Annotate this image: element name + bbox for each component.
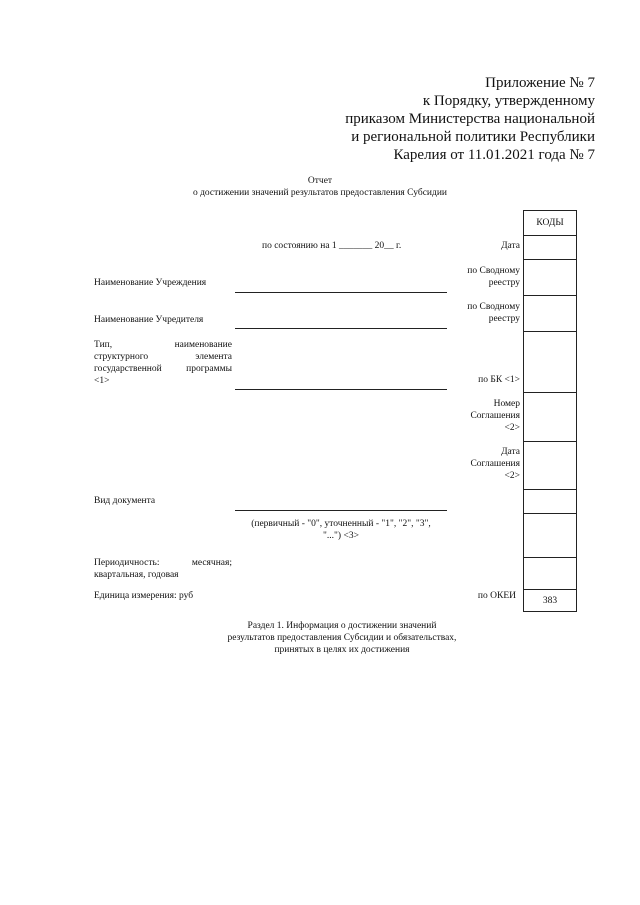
founder-label: Наименование Учредителя — [94, 315, 204, 325]
code-okei: 383 — [524, 589, 576, 611]
periodicity-l1a: Периодичность: — [94, 558, 160, 568]
agreement-date-label-1: Дата — [501, 447, 520, 457]
program-type-field-line[interactable] — [235, 389, 447, 390]
program-type-l2a: структурного — [94, 352, 149, 362]
appendix-title: Приложение № 7 — [485, 75, 595, 91]
appendix-line-5: Карелия от 11.01.2021 года № 7 — [393, 147, 595, 163]
as-of-date: по состоянию на 1 _______ 20__ г. — [262, 241, 402, 251]
institution-code-label-1: по Сводному — [467, 266, 520, 276]
code-agreement-number — [524, 392, 576, 441]
founder-code-label-1: по Сводному — [467, 302, 520, 312]
doc-type-label: Вид документа — [94, 496, 156, 506]
okei-code-label: по ОКЕИ — [477, 591, 516, 601]
periodicity-l2: квартальная, годовая — [94, 570, 179, 580]
program-type-l1a: Тип, — [94, 340, 113, 350]
appendix-line-2: к Порядку, утвержденному — [422, 93, 595, 109]
appendix-line-3: приказом Министерства национальной — [345, 111, 595, 127]
section-title-line-2: результатов предоставления Субсидии и обязательствах, — [227, 633, 457, 643]
codes-header: КОДЫ — [536, 218, 564, 228]
agreement-number-label-2: Соглашения — [470, 411, 520, 421]
program-type-l4: <1> — [94, 376, 110, 386]
unit-label: Единица измерения: руб — [94, 591, 194, 601]
section-title: Раздел 1. Информация о достижении значений — [247, 621, 437, 631]
program-bk-code-label: по БК <1> — [478, 375, 520, 385]
doc-type-field-line[interactable] — [235, 510, 447, 511]
code-institution — [524, 259, 576, 295]
agreement-date-label-3: <2> — [504, 471, 520, 481]
founder-code-label-2: реестру — [488, 314, 520, 324]
code-doc-type — [524, 489, 576, 513]
institution-label: Наименование Учреждения — [94, 278, 207, 288]
code-date — [524, 235, 576, 259]
institution-field-line[interactable] — [235, 292, 447, 293]
agreement-number-label-3: <2> — [504, 423, 520, 433]
program-type-l1b: наименование — [174, 340, 232, 350]
report-subtitle: о достижении значений результатов предоставления Субсидии — [192, 188, 448, 198]
program-type-l3b: программы — [186, 364, 232, 374]
code-agreement-date — [524, 441, 576, 489]
agreement-number-label-1: Номер — [493, 399, 520, 409]
date-code-label: Дата — [501, 241, 520, 251]
codes-table — [523, 210, 577, 612]
doc-type-hint-2: "...") <3> — [323, 531, 359, 541]
periodicity-label — [94, 557, 232, 581]
program-type-l2b: элемента — [195, 352, 232, 362]
code-founder — [524, 295, 576, 331]
code-periodicity — [524, 557, 576, 589]
founder-field-line[interactable] — [235, 328, 447, 329]
section-title-line-3: принятых в целях их достижения — [274, 645, 410, 655]
doc-type-hint-1: (первичный - "0", уточненный - "1", "2", "3", — [251, 519, 431, 529]
program-type-label — [94, 339, 232, 387]
agreement-date-label-2: Соглашения — [470, 459, 520, 469]
code-program-bk — [524, 331, 576, 392]
appendix-line-4: и региональной политики Республики — [351, 129, 595, 145]
periodicity-l1b: месячная; — [191, 558, 232, 568]
report-title: Отчет — [307, 176, 333, 186]
institution-code-label-2: реестру — [488, 278, 520, 288]
program-type-l3a: государственной — [94, 364, 162, 374]
code-doc-type-extra — [524, 513, 576, 557]
